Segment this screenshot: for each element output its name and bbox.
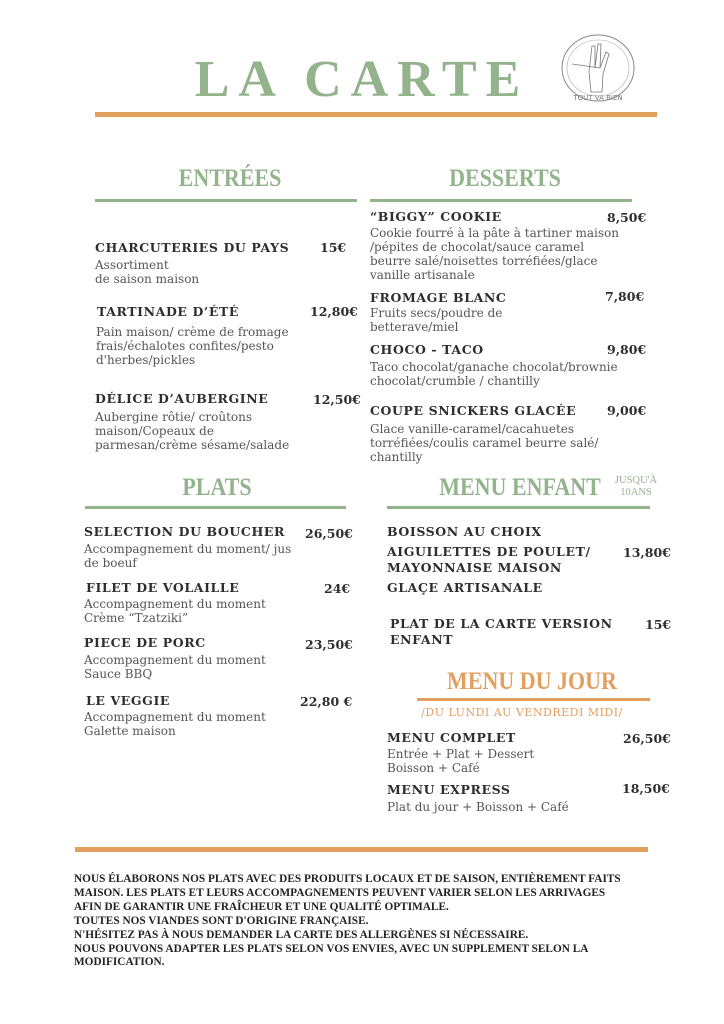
plats-divider xyxy=(85,506,346,509)
item-description: Accompagnement du moment Galette maison xyxy=(84,710,266,738)
menu-enfant-divider xyxy=(387,506,650,509)
entrees-divider xyxy=(95,199,357,202)
item-name: CHARCUTERIES DU PAYS xyxy=(95,240,290,255)
alt-item-name: PLAT DE LA CARTE VERSION xyxy=(390,616,613,631)
item-name: MENU EXPRESS xyxy=(387,782,511,797)
item-price: 15€ xyxy=(320,240,347,255)
item-description: Glace vanille-caramel/cacahuetes torréfiées/coulis caramel beurre salé/ chantilly xyxy=(370,422,599,464)
formula-line: MAYONNAISE MAISON xyxy=(387,560,562,575)
menu-du-jour-subtitle: /DU LUNDI AU VENDREDI MIDI/ xyxy=(421,706,623,719)
desserts-divider xyxy=(370,199,632,202)
item-description: Cookie fourré à la pâte à tartiner maison /pépites de chocolat/sauce caramel beurre salé/noisettes torréfiées/glace vanille artisanale xyxy=(370,226,619,282)
plats-heading: PLATS xyxy=(182,474,252,501)
item-price: 12,50€ xyxy=(313,392,361,407)
item-price: 9,80€ xyxy=(607,342,647,357)
item-description: Accompagnement du moment Sauce BBQ xyxy=(84,653,266,681)
alt-item-price: 15€ xyxy=(645,617,672,632)
item-name: PIECE DE PORC xyxy=(84,635,206,650)
formula-price: 13,80€ xyxy=(623,545,671,560)
item-description: Fruits secs/poudre de betterave/miel xyxy=(370,306,503,334)
item-description: Aubergine rôtie/ croûtons maison/Copeaux de parmesan/crème sésame/salade xyxy=(95,410,290,452)
formula-line: AIGUILETTES DE POULET/ xyxy=(387,544,591,559)
item-name: TARTINADE D’ÉTÉ xyxy=(97,304,240,319)
formula-line: GLAÇE ARTISANALE xyxy=(387,580,543,595)
item-name: SELECTION DU BOUCHER xyxy=(84,524,285,539)
item-name: LE VEGGIE xyxy=(86,693,171,708)
item-price: 18,50€ xyxy=(622,781,670,796)
formula-line: BOISSON AU CHOIX xyxy=(387,524,542,539)
item-description: Accompagnement du moment Crème “Tzatziki” xyxy=(84,597,266,625)
menu-du-jour-heading: MENU DU JOUR xyxy=(447,668,617,695)
alt-item-name: ENFANT xyxy=(390,632,454,647)
item-price: 26,50€ xyxy=(623,731,671,746)
item-price: 24€ xyxy=(324,581,351,596)
item-price: 26,50€ xyxy=(305,526,353,541)
item-name: COUPE SNICKERS GLACÉE xyxy=(370,403,577,418)
item-name: CHOCO - TACO xyxy=(370,342,484,357)
footer-divider xyxy=(75,847,648,852)
menu-enfant-heading: MENU ENFANT xyxy=(439,474,601,501)
svg-text:TOUT VA BIEN: TOUT VA BIEN xyxy=(573,94,623,102)
item-name: MENU COMPLET xyxy=(387,730,516,745)
desserts-heading: DESSERTS xyxy=(449,165,561,192)
item-description: Taco chocolat/ganache chocolat/brownie chocolat/crumble / chantilly xyxy=(370,360,618,388)
menu-du-jour-divider xyxy=(417,698,650,701)
restaurant-logo xyxy=(558,34,638,106)
page-title: LA CARTE xyxy=(194,51,530,108)
item-description: Entrée + Plat + Dessert Boisson + Café xyxy=(387,747,535,775)
item-description: Pain maison/ crème de fromage frais/échalotes confites/pesto d'herbes/pickles xyxy=(96,325,289,367)
item-description: Plat du jour + Boisson + Café xyxy=(387,800,569,814)
item-price: 23,50€ xyxy=(305,637,353,652)
item-price: 9,00€ xyxy=(607,403,647,418)
age-note xyxy=(608,475,664,499)
entrees-heading: ENTRÉES xyxy=(178,165,282,192)
item-price: 7,80€ xyxy=(605,289,645,304)
age-note-line: 10ANS xyxy=(620,487,652,498)
item-price: 8,50€ xyxy=(607,210,647,225)
item-description: Accompagnement du moment/ jus de boeuf xyxy=(84,542,292,570)
item-name: “BIGGY” COOKIE xyxy=(370,209,502,224)
age-note-line: JUSQU'À xyxy=(614,475,658,486)
item-price: 22,80 € xyxy=(300,694,353,709)
item-name: FILET DE VOLAILLE xyxy=(86,580,240,595)
item-name: FROMAGE BLANC xyxy=(370,290,507,305)
item-description: Assortiment de saison maison xyxy=(95,258,200,286)
title-divider xyxy=(95,112,657,117)
item-price: 12,80€ xyxy=(310,304,358,319)
footer-notice: NOUS ÉLABORONS NOS PLATS AVEC DES PRODUITS LOCAUX ET DE SAISON, ENTIÈREMENT FAITS MAISON. LES PLATS ET LEURS ACCOMPAGNEMENTS PEUVENT VARIER SELON LES ARRIVAGES AFIN DE GARANTIR UNE FRAÎCHEUR ET UNE QUALITÉ OPTIMALE. TOUTES NOS VIANDES SONT D'ORIGINE FRANÇAISE. N'HÉSITEZ PAS À NOUS DEMANDER LA CARTE DES ALLERGÈNES SI NÉCESSAIRE. NOUS POUVONS ADAPTER LES PLATS SELON VOS ENVIES, AVEC UN SUPPLEMENT SELON LA MODIFICATION. xyxy=(74,873,621,969)
item-name: DÉLICE D’AUBERGINE xyxy=(95,391,269,406)
